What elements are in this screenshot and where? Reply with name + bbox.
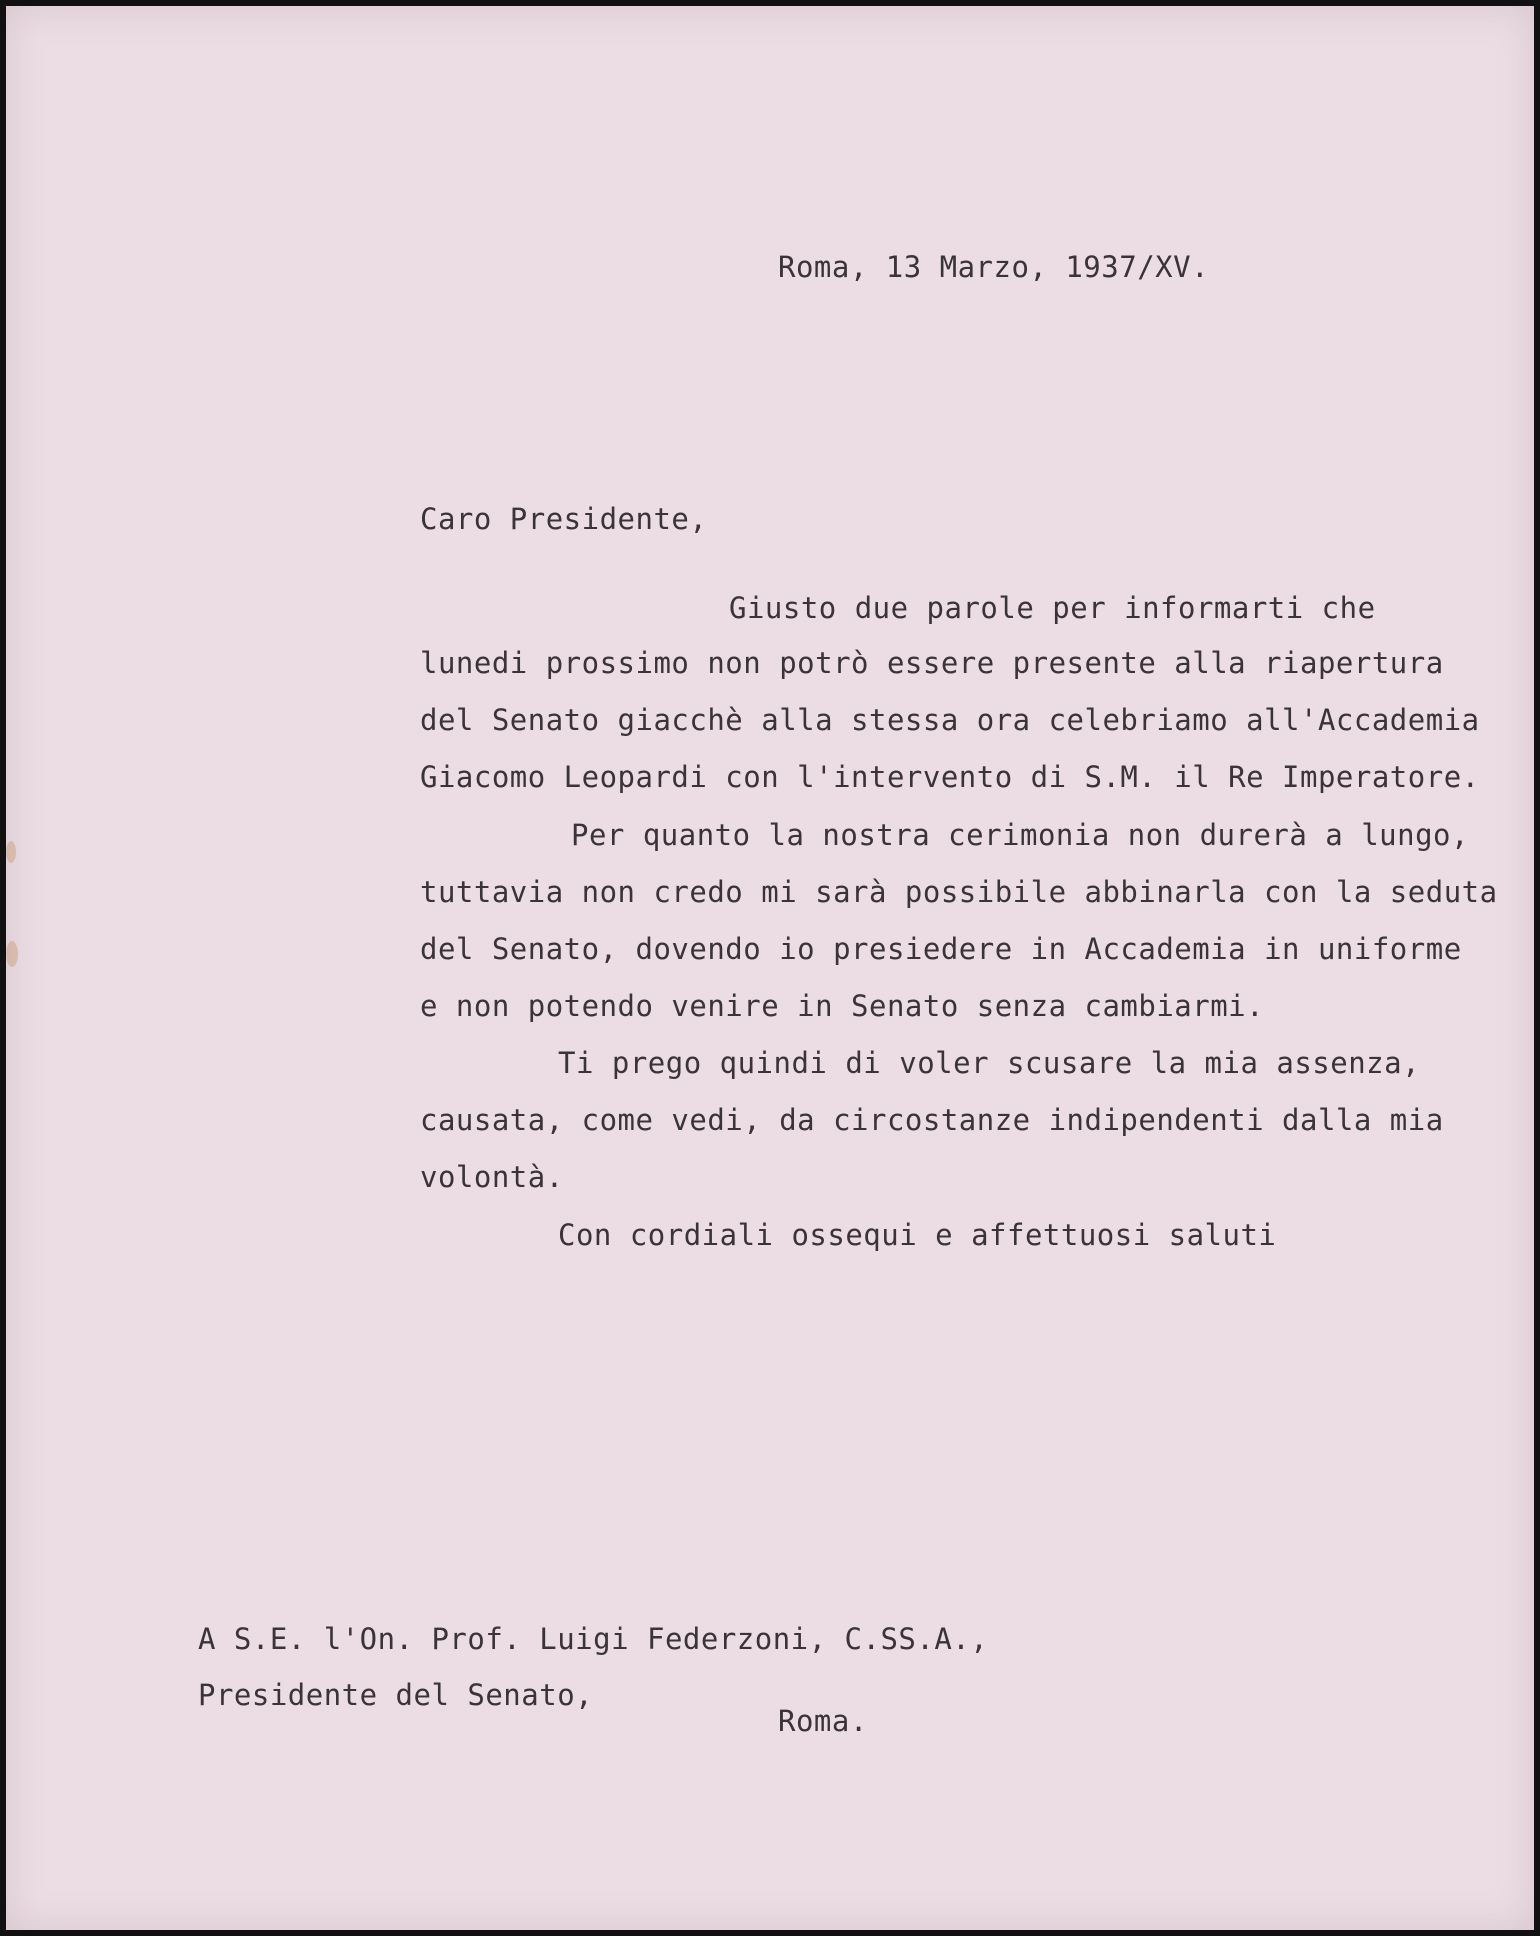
body-line: volontà.	[420, 1160, 564, 1194]
body-line: Per quanto la nostra cerimonia non durerà a lungo,	[571, 818, 1469, 852]
paper-stain	[6, 941, 18, 967]
body-line: causata, come vedi, da circostanze indipendenti dalla mia	[420, 1103, 1444, 1137]
body-line: del Senato giacchè alla stessa ora celebriamo all'Accademia	[420, 703, 1480, 737]
recipient-city: Roma.	[778, 1704, 868, 1738]
paper-stain	[6, 841, 16, 863]
body-line: del Senato, dovendo io presiedere in Accademia in uniforme	[420, 932, 1462, 966]
body-line: Ti prego quindi di voler scusare la mia assenza,	[558, 1046, 1421, 1080]
closing: Con cordiali ossequi e affettuosi saluti	[558, 1218, 1277, 1252]
recipient-line: A S.E. l'On. Prof. Luigi Federzoni, C.SS.A.,	[198, 1622, 989, 1656]
recipient-line: Presidente del Senato,	[198, 1678, 594, 1712]
body-line: Giacomo Leopardi con l'intervento di S.M. il Re Imperatore.	[420, 760, 1480, 794]
body-line: Giusto due parole per informarti che	[729, 591, 1376, 625]
salutation: Caro Presidente,	[420, 502, 708, 536]
body-line: e non potendo venire in Senato senza cambiarmi.	[420, 989, 1265, 1023]
dateline: Roma, 13 Marzo, 1937/XV.	[778, 250, 1210, 284]
letter-page	[6, 6, 1534, 1930]
body-line: tuttavia non credo mi sarà possibile abbinarla con la seduta	[420, 875, 1498, 909]
body-line: lunedi prossimo non potrò essere presente alla riapertura	[420, 646, 1444, 680]
